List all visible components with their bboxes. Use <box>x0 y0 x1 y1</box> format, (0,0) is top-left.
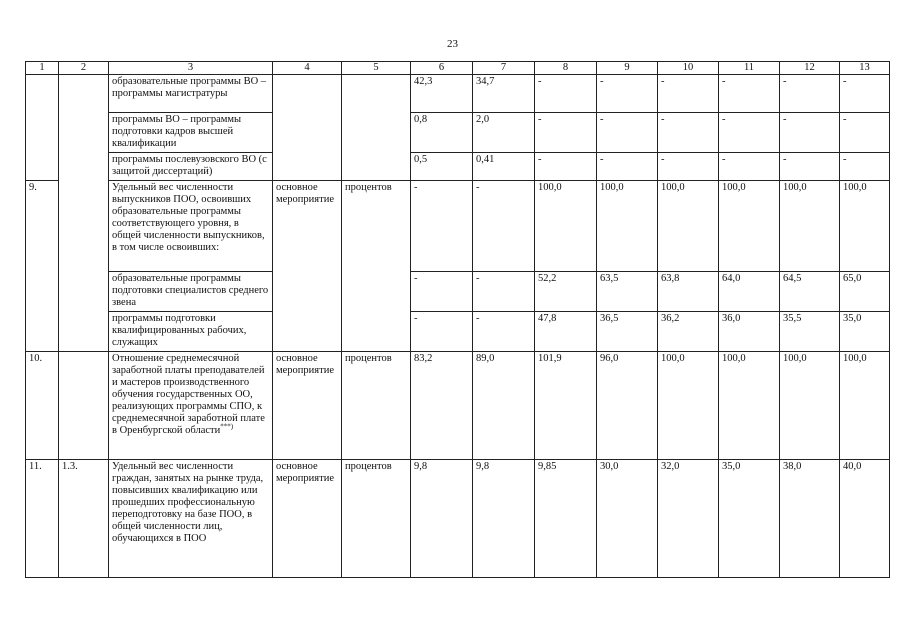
value-cell: 2,0 <box>473 113 535 153</box>
header-cell: 2 <box>59 62 109 75</box>
value-cell: - <box>719 75 780 113</box>
row-number-cell <box>26 75 59 181</box>
type-cell: основное мероприятие <box>273 181 342 352</box>
footnote-mark: ***) <box>220 422 234 431</box>
indicator-name: образовательные программы подготовки специалистов среднего звена <box>109 272 273 312</box>
value-cell: 32,0 <box>658 460 719 578</box>
table-row <box>26 75 890 113</box>
value-cell: 63,8 <box>658 272 719 312</box>
value-cell: 9,8 <box>411 460 473 578</box>
indicator-table <box>25 61 890 578</box>
value-cell: - <box>719 153 780 181</box>
value-cell: 100,0 <box>719 181 780 272</box>
value-cell: 101,9 <box>535 352 597 460</box>
header-cell: 8 <box>535 62 597 75</box>
value-cell: 36,5 <box>597 312 658 352</box>
value-cell: 0,41 <box>473 153 535 181</box>
header-cell: 11 <box>719 62 780 75</box>
value-cell: 64,0 <box>719 272 780 312</box>
value-cell: - <box>597 75 658 113</box>
table-row <box>26 272 890 312</box>
table-row <box>26 352 890 460</box>
value-cell: - <box>840 113 890 153</box>
indicator-name: программы послевузовского ВО (с защитой диссертаций) <box>109 153 273 181</box>
type-cell: основное мероприятие <box>273 352 342 460</box>
value-cell: 89,0 <box>473 352 535 460</box>
header-cell: 5 <box>342 62 411 75</box>
value-cell: 36,2 <box>658 312 719 352</box>
unit-cell: процентов <box>342 352 411 460</box>
value-cell: 100,0 <box>597 181 658 272</box>
table-row <box>26 312 890 352</box>
value-cell: 30,0 <box>597 460 658 578</box>
row-number-cell: 9. <box>26 181 59 352</box>
row-number-cell: 11. <box>26 460 59 578</box>
code-cell <box>59 75 109 352</box>
value-cell: - <box>780 113 840 153</box>
value-cell: - <box>411 181 473 272</box>
value-cell: 35,5 <box>780 312 840 352</box>
value-cell: - <box>411 312 473 352</box>
value-cell: 34,7 <box>473 75 535 113</box>
indicator-name: образовательные программы ВО – программы магистратуры <box>109 75 273 113</box>
value-cell: 65,0 <box>840 272 890 312</box>
value-cell: 0,8 <box>411 113 473 153</box>
unit-cell: процентов <box>342 460 411 578</box>
value-cell: - <box>597 153 658 181</box>
indicator-name: программы ВО – программы подготовки кадров высшей квалификации <box>109 113 273 153</box>
value-cell: - <box>840 75 890 113</box>
indicator-name: Удельный вес численности граждан, занятых на рынке труда, повысивших квалификацию или прошедших профессиональную переподготовку на базе ПОО, в общей численности лиц, обучающихся в ПОО <box>109 460 273 578</box>
value-cell: 38,0 <box>780 460 840 578</box>
value-cell: - <box>780 153 840 181</box>
value-cell: 64,5 <box>780 272 840 312</box>
header-cell: 12 <box>780 62 840 75</box>
page-number: 23 <box>447 38 458 50</box>
value-cell: - <box>658 113 719 153</box>
unit-cell <box>342 75 411 181</box>
indicator-name: программы подготовки квалифицированных рабочих, служащих <box>109 312 273 352</box>
value-cell: - <box>658 153 719 181</box>
header-cell: 1 <box>26 62 59 75</box>
unit-cell: процентов <box>342 181 411 352</box>
header-cell: 6 <box>411 62 473 75</box>
value-cell: - <box>473 272 535 312</box>
value-cell: - <box>840 153 890 181</box>
header-row <box>26 62 890 75</box>
value-cell: 47,8 <box>535 312 597 352</box>
table-row <box>26 113 890 153</box>
value-cell: 100,0 <box>780 352 840 460</box>
value-cell: - <box>780 75 840 113</box>
value-cell: 100,0 <box>658 352 719 460</box>
value-cell: - <box>658 75 719 113</box>
value-cell: - <box>535 153 597 181</box>
value-cell: 0,5 <box>411 153 473 181</box>
value-cell: - <box>719 113 780 153</box>
header-cell: 10 <box>658 62 719 75</box>
value-cell: 100,0 <box>658 181 719 272</box>
value-cell: 40,0 <box>840 460 890 578</box>
header-cell: 3 <box>109 62 273 75</box>
header-cell: 13 <box>840 62 890 75</box>
value-cell: 9,85 <box>535 460 597 578</box>
value-cell: 36,0 <box>719 312 780 352</box>
value-cell: 100,0 <box>719 352 780 460</box>
value-cell: 42,3 <box>411 75 473 113</box>
value-cell: 100,0 <box>840 181 890 272</box>
table-row <box>26 153 890 181</box>
code-cell <box>59 352 109 460</box>
value-cell: 96,0 <box>597 352 658 460</box>
value-cell: 83,2 <box>411 352 473 460</box>
value-cell: - <box>411 272 473 312</box>
row-number-cell: 10. <box>26 352 59 460</box>
value-cell: 100,0 <box>840 352 890 460</box>
table-row <box>26 181 890 272</box>
table-row <box>26 460 890 578</box>
value-cell: - <box>535 75 597 113</box>
code-cell: 1.3. <box>59 460 109 578</box>
header-cell: 4 <box>273 62 342 75</box>
value-cell: 63,5 <box>597 272 658 312</box>
indicator-name: Удельный вес численности выпускников ПОО, освоивших образовательные программы соответствующего уровня, в общей численности выпускников, в том числе освоивших: <box>109 181 273 272</box>
value-cell: - <box>473 181 535 272</box>
indicator-name <box>109 352 273 460</box>
header-cell: 9 <box>597 62 658 75</box>
value-cell: - <box>535 113 597 153</box>
value-cell: 35,0 <box>719 460 780 578</box>
value-cell: 9,8 <box>473 460 535 578</box>
value-cell: 35,0 <box>840 312 890 352</box>
value-cell: 52,2 <box>535 272 597 312</box>
value-cell: 100,0 <box>780 181 840 272</box>
value-cell: - <box>473 312 535 352</box>
value-cell: 100,0 <box>535 181 597 272</box>
indicator-name-text: Отношение среднемесячной заработной платы преподавателей и мастеров производственного обучения государственных ОО, реализующих программы СПО, к среднемесячной заработной плате в Оренбургской области <box>112 353 265 436</box>
header-cell: 7 <box>473 62 535 75</box>
value-cell: - <box>597 113 658 153</box>
type-cell: основное мероприятие <box>273 460 342 578</box>
type-cell <box>273 75 342 181</box>
